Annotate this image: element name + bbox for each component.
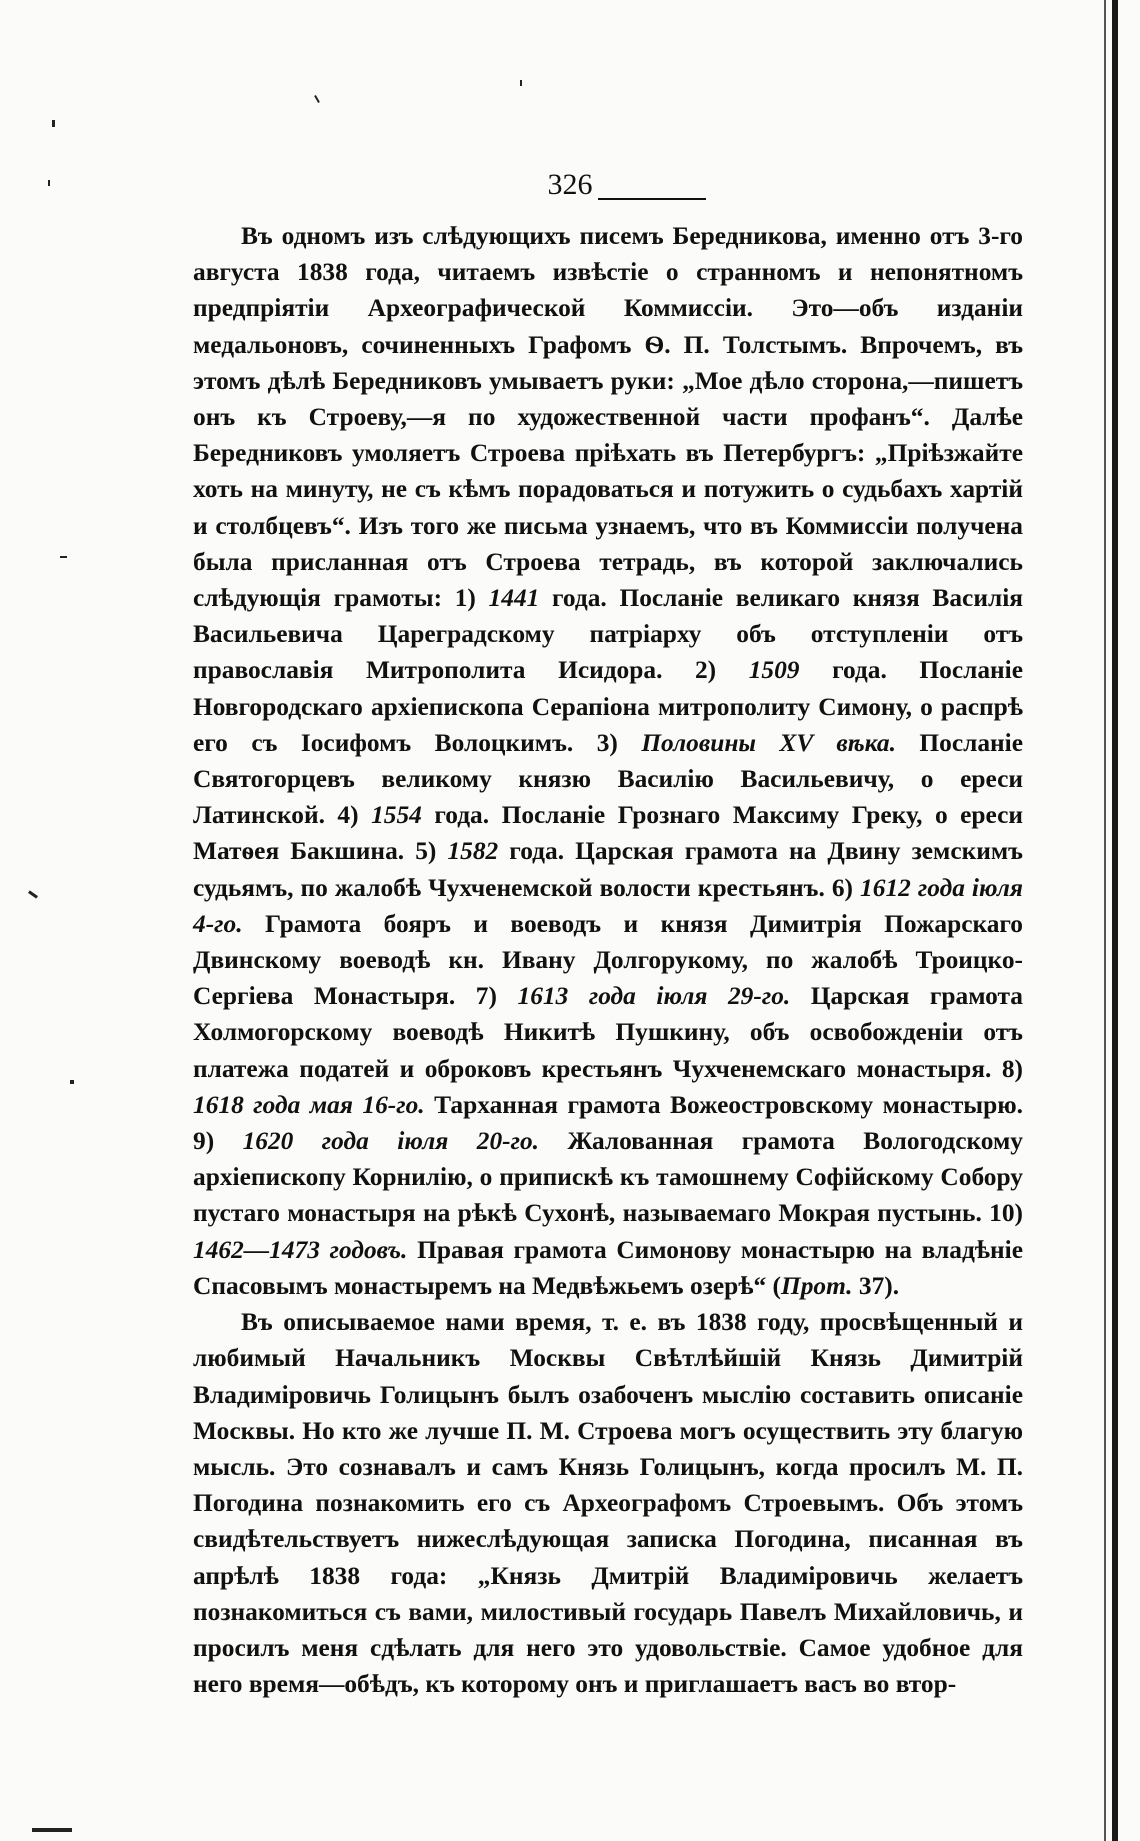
- text-segment: 37).: [852, 1271, 900, 1300]
- italic-segment: 1612 года іюля 4-го.: [193, 873, 1023, 938]
- text-segment: Въ описываемое нами время, т. е. въ 1838 году, просвѣщенный и любимый Начальникъ Москвы Свѣтлѣйшій Князь Димитрій Владиміровичь Голицынъ былъ озабоченъ мыслію составить описаніе Москвы. Но кто же лучше П. М. Строева могъ осуществить эту благую мысль. Это сознавалъ и самъ Князь Голицынъ, когда просилъ М. П. Погодина познакомить его съ Археографомъ Строевымъ. Объ этомъ свидѣтельствуетъ нижеслѣдующая записка Погодина, писанная въ апрѣлѣ 1838 года: „Князь Дмитрій Владиміровичь желаетъ познакомиться съ вами, милостивый государь Павелъ Михайловичь, и просилъ меня сдѣлать для него это удовольствіе. Самое удобное для него время—обѣдъ, къ которому онъ и приглашаетъ васъ во втор-: [193, 1308, 1023, 1699]
- body-text: [193, 218, 1023, 1702]
- paragraph: [193, 1304, 1023, 1702]
- scan-speck: [60, 556, 67, 558]
- text-segment: Грамота бояръ и воеводъ и князя Димитрія Пожарскаго Двинскому воеводѣ кн. Ивану Долгорукому, по жалобѣ Троицко-Сергіева Монастыря. 7): [193, 909, 1023, 1011]
- italic-segment: 1620 года іюля 20-го.: [242, 1127, 540, 1156]
- text-segment: года. Посланіе великаго князя Василія Васильевича Цареградскому патріарху объ отступленіи отъ православія Митрополита Исидора. 2): [193, 584, 1023, 685]
- italic-segment: 1462—1473 годовъ.: [193, 1235, 408, 1264]
- text-segment: года. Царская грамота на Двину земскимъ судьямъ, по жалобѣ Чухченемской волости крестьянъ. 6): [193, 837, 1023, 902]
- scan-speck: [32, 1828, 72, 1832]
- text-segment: года. Посланіе Новгородскаго архіепископа Серапіона митрополиту Симону, о распрѣ его съ Іосифомъ Волоцкимъ. 3): [193, 656, 1023, 757]
- text-segment: года. Посланіе Грознаго Максиму Греку, о ереси Матѳея Бакшина. 5): [193, 801, 1023, 866]
- text-segment: Посланіе Святогорцевъ великому князю Василію Васильевичу, о ереси Латинской. 4): [193, 728, 1023, 830]
- text-segment: Въ одномъ изъ слѣдующихъ писемъ Бередникова, именно отъ 3-го августа 1838 года, читаемъ извѣстіе о странномъ и непонятномъ предпріятіи Археографической Коммиссіи. Это—объ изданіи медальоновъ, сочиненныхъ Графомъ Ѳ. П. Толстымъ. Впрочемъ, въ этомъ дѣлѣ Бередниковъ умываетъ руки: „Мое дѣло сторона,—пишетъ онъ къ Строеву,—я по художественной части профанъ“. Далѣе Бередниковъ умоляетъ Строева пріѣхать въ Петербургъ: „Пріѣзжайте хоть на минуту, не съ кѣмъ порадоваться и потужить о судьбахъ хартій и столбцевъ“. Изъ того же письма узнаемъ, что въ Коммиссіи получена была присланная отъ Строева тетрадь, въ которой заключались слѣдующія грамоты: 1): [193, 222, 1023, 613]
- italic-segment: Половины XV вѣка.: [641, 728, 896, 757]
- scan-speck: [28, 890, 38, 898]
- text-segment: Жалованная грамота Вологодскому архіепископу Корнилію, о припискѣ къ тамошнему Софійскому Собору пустаго монастыря на рѣкѣ Сухонѣ, называемаго Мокрая пустынь. 10): [193, 1127, 1023, 1228]
- text-segment: Правая грамота Симонову монастырю на владѣніе Спасовымъ монастыремъ на Медвѣжьемъ озерѣ“ (: [193, 1235, 1023, 1300]
- scan-speck: [520, 80, 522, 86]
- page-number-header: [0, 168, 1140, 202]
- page-edge-line: [1104, 0, 1106, 1841]
- scan-speck: [48, 180, 50, 186]
- scan-speck: [314, 95, 320, 103]
- scan-speck: [70, 1080, 74, 1084]
- italic-segment: 1582: [447, 837, 499, 866]
- italic-segment: 1618 года мая 16-го.: [193, 1090, 425, 1119]
- italic-segment: 1554: [371, 801, 422, 830]
- page-edge-shadow: [1112, 0, 1118, 1841]
- text-segment: Тарханная грамота Вожеостровскому монастырю. 9): [193, 1090, 1023, 1156]
- page-number-rule: [598, 198, 706, 200]
- italic-segment: 1509: [748, 656, 800, 685]
- text-segment: Царская грамота Холмогорскому воеводѣ Никитѣ Пушкину, объ освобожденіи отъ платежа податей и оброковъ крестьянъ Чухченемскаго монастыря. 8): [193, 982, 1024, 1083]
- page-number: 326: [547, 168, 593, 201]
- italic-segment: 1613 года іюля 29-го.: [517, 982, 791, 1011]
- paragraph: [193, 218, 1023, 1304]
- scan-speck: [52, 120, 55, 127]
- italic-segment: 1441: [488, 584, 540, 613]
- italic-segment: Прот.: [780, 1271, 853, 1300]
